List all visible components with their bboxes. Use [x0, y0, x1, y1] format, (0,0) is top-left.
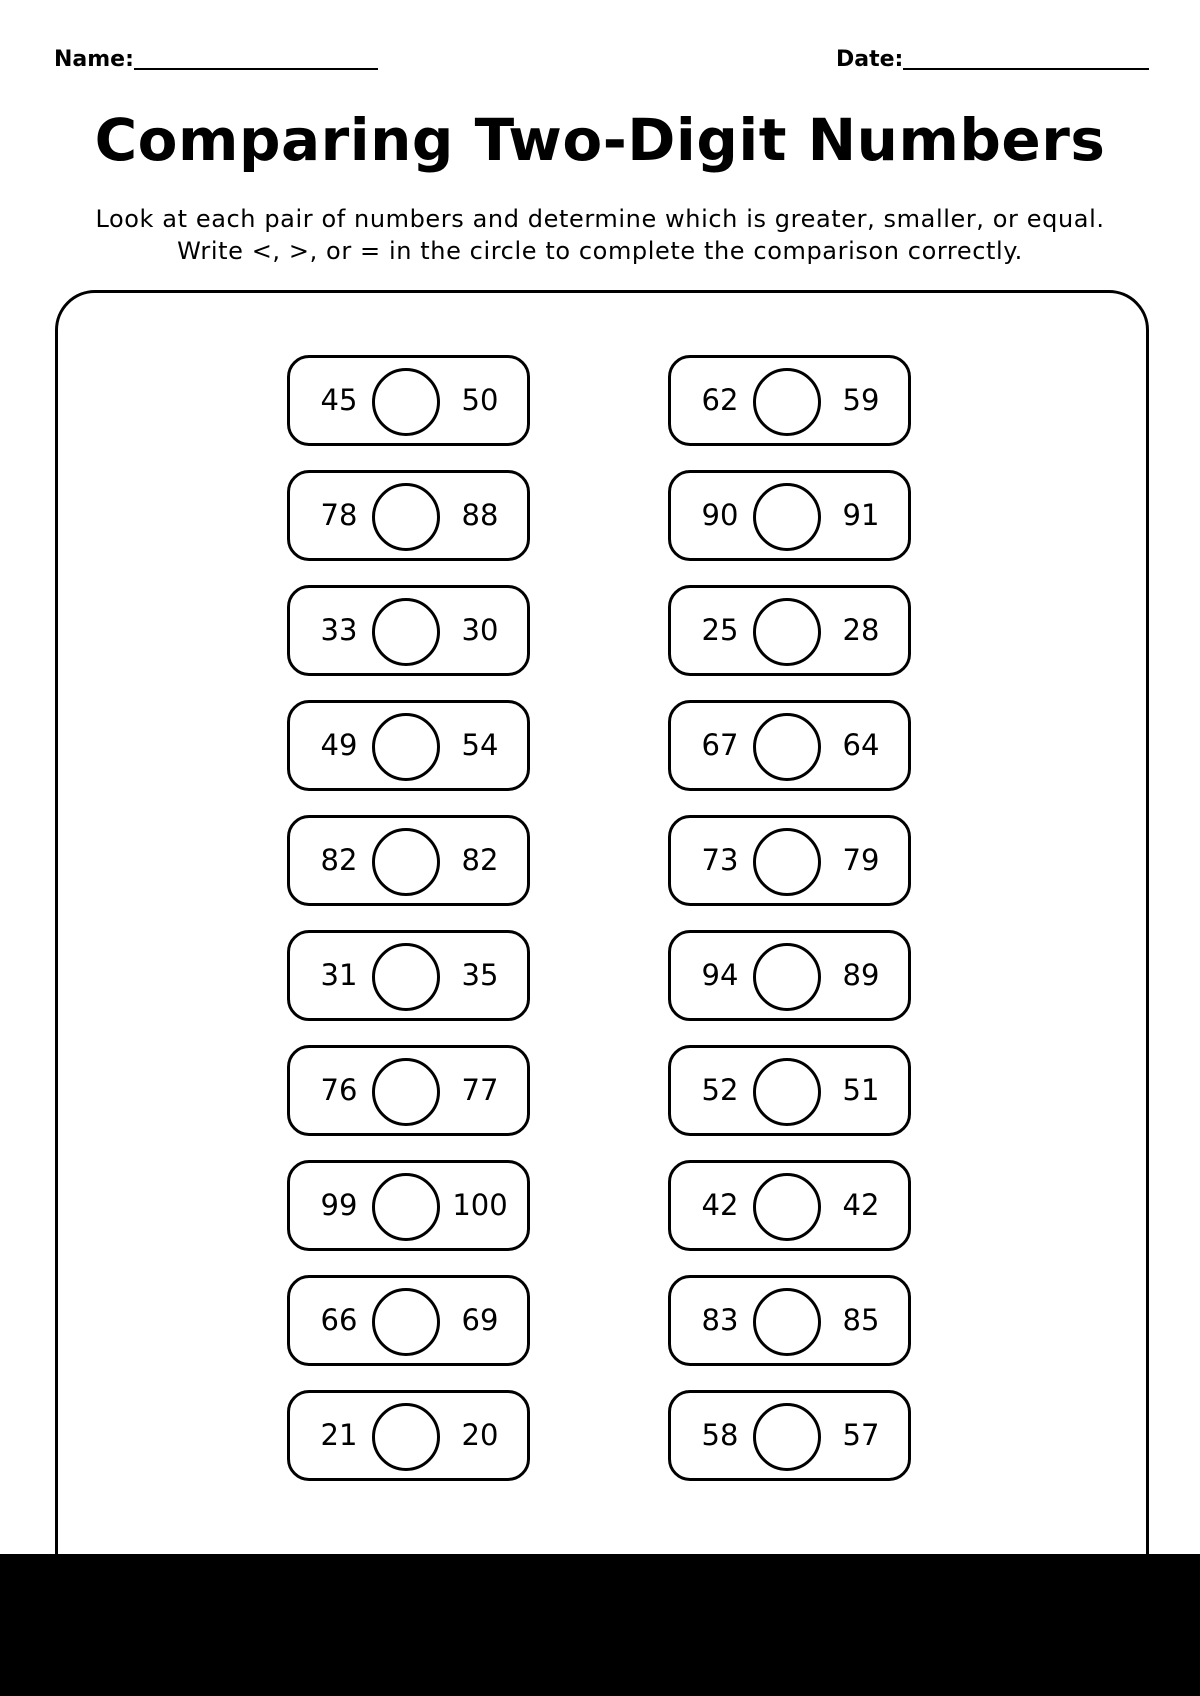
instructions-line-2: Write <, >, or = in the circle to complete the comparison correctly.: [177, 237, 1023, 265]
date-label: Date:: [836, 47, 904, 72]
first-number: 66: [320, 1303, 358, 1337]
name-label: Name:: [54, 47, 134, 72]
comparison-problem: [668, 1160, 911, 1251]
instructions-line-1: Look at each pair of numbers and determine which is greater, smaller, or equal.: [95, 205, 1105, 233]
page-title: Comparing Two-Digit Numbers: [94, 106, 1106, 174]
second-number: 88: [461, 498, 499, 532]
first-number: 52: [701, 1073, 739, 1107]
first-number: 42: [701, 1188, 739, 1222]
first-number: 67: [701, 728, 739, 762]
comparison-problem: [668, 815, 911, 906]
comparison-problem: [287, 585, 530, 676]
comparison-problem: [287, 1275, 530, 1366]
comparison-problem: [668, 470, 911, 561]
answer-circle[interactable]: [372, 1403, 440, 1471]
comparison-problem: [287, 1160, 530, 1251]
answer-circle[interactable]: [372, 598, 440, 666]
instructions: [40, 203, 1160, 267]
first-number: 78: [320, 498, 358, 532]
problems-panel: [55, 290, 1149, 1554]
first-number: 45: [320, 383, 358, 417]
first-number: 62: [701, 383, 739, 417]
first-number: 58: [701, 1418, 739, 1452]
answer-circle[interactable]: [753, 598, 821, 666]
second-number: 79: [842, 843, 880, 877]
answer-circle[interactable]: [753, 713, 821, 781]
answer-circle[interactable]: [372, 1058, 440, 1126]
name-input-line[interactable]: [134, 66, 378, 70]
first-number: 76: [320, 1073, 358, 1107]
name-field: [54, 42, 378, 72]
first-number: 90: [701, 498, 739, 532]
answer-circle[interactable]: [372, 943, 440, 1011]
second-number: 100: [452, 1188, 508, 1222]
comparison-problem: [668, 930, 911, 1021]
second-number: 30: [461, 613, 499, 647]
second-number: 89: [842, 958, 880, 992]
second-number: 28: [842, 613, 880, 647]
answer-circle[interactable]: [372, 368, 440, 436]
first-number: 82: [320, 843, 358, 877]
date-input-line[interactable]: [903, 66, 1149, 70]
second-number: 91: [842, 498, 880, 532]
comparison-problem: [287, 355, 530, 446]
first-number: 73: [701, 843, 739, 877]
second-number: 57: [842, 1418, 880, 1452]
answer-circle[interactable]: [753, 1403, 821, 1471]
comparison-problem: [287, 1045, 530, 1136]
first-number: 49: [320, 728, 358, 762]
comparison-problem: [668, 355, 911, 446]
comparison-problem: [287, 700, 530, 791]
comparison-problem: [668, 585, 911, 676]
comparison-problem: [287, 1390, 530, 1481]
comparison-problem: [668, 1275, 911, 1366]
second-number: 50: [461, 383, 499, 417]
first-number: 94: [701, 958, 739, 992]
second-number: 54: [461, 728, 499, 762]
second-number: 42: [842, 1188, 880, 1222]
answer-circle[interactable]: [372, 713, 440, 781]
answer-circle[interactable]: [753, 1288, 821, 1356]
answer-circle[interactable]: [753, 483, 821, 551]
answer-circle[interactable]: [372, 483, 440, 551]
comparison-problem: [287, 470, 530, 561]
answer-circle[interactable]: [372, 828, 440, 896]
comparison-problem: [668, 1390, 911, 1481]
second-number: 35: [461, 958, 499, 992]
answer-circle[interactable]: [753, 368, 821, 436]
date-field: [836, 42, 1149, 72]
second-number: 59: [842, 383, 880, 417]
comparison-problem: [287, 930, 530, 1021]
first-number: 33: [320, 613, 358, 647]
answer-circle[interactable]: [753, 1173, 821, 1241]
first-number: 99: [320, 1188, 358, 1222]
first-number: 25: [701, 613, 739, 647]
answer-circle[interactable]: [753, 943, 821, 1011]
first-number: 83: [701, 1303, 739, 1337]
answer-circle[interactable]: [372, 1288, 440, 1356]
first-number: 21: [320, 1418, 358, 1452]
second-number: 82: [461, 843, 499, 877]
first-number: 31: [320, 958, 358, 992]
second-number: 85: [842, 1303, 880, 1337]
second-number: 64: [842, 728, 880, 762]
comparison-problem: [668, 1045, 911, 1136]
answer-circle[interactable]: [753, 828, 821, 896]
comparison-problem: [668, 700, 911, 791]
second-number: 20: [461, 1418, 499, 1452]
answer-circle[interactable]: [372, 1173, 440, 1241]
second-number: 51: [842, 1073, 880, 1107]
answer-circle[interactable]: [753, 1058, 821, 1126]
comparison-problem: [287, 815, 530, 906]
second-number: 77: [461, 1073, 499, 1107]
second-number: 69: [461, 1303, 499, 1337]
footer-bar: [0, 1554, 1200, 1696]
